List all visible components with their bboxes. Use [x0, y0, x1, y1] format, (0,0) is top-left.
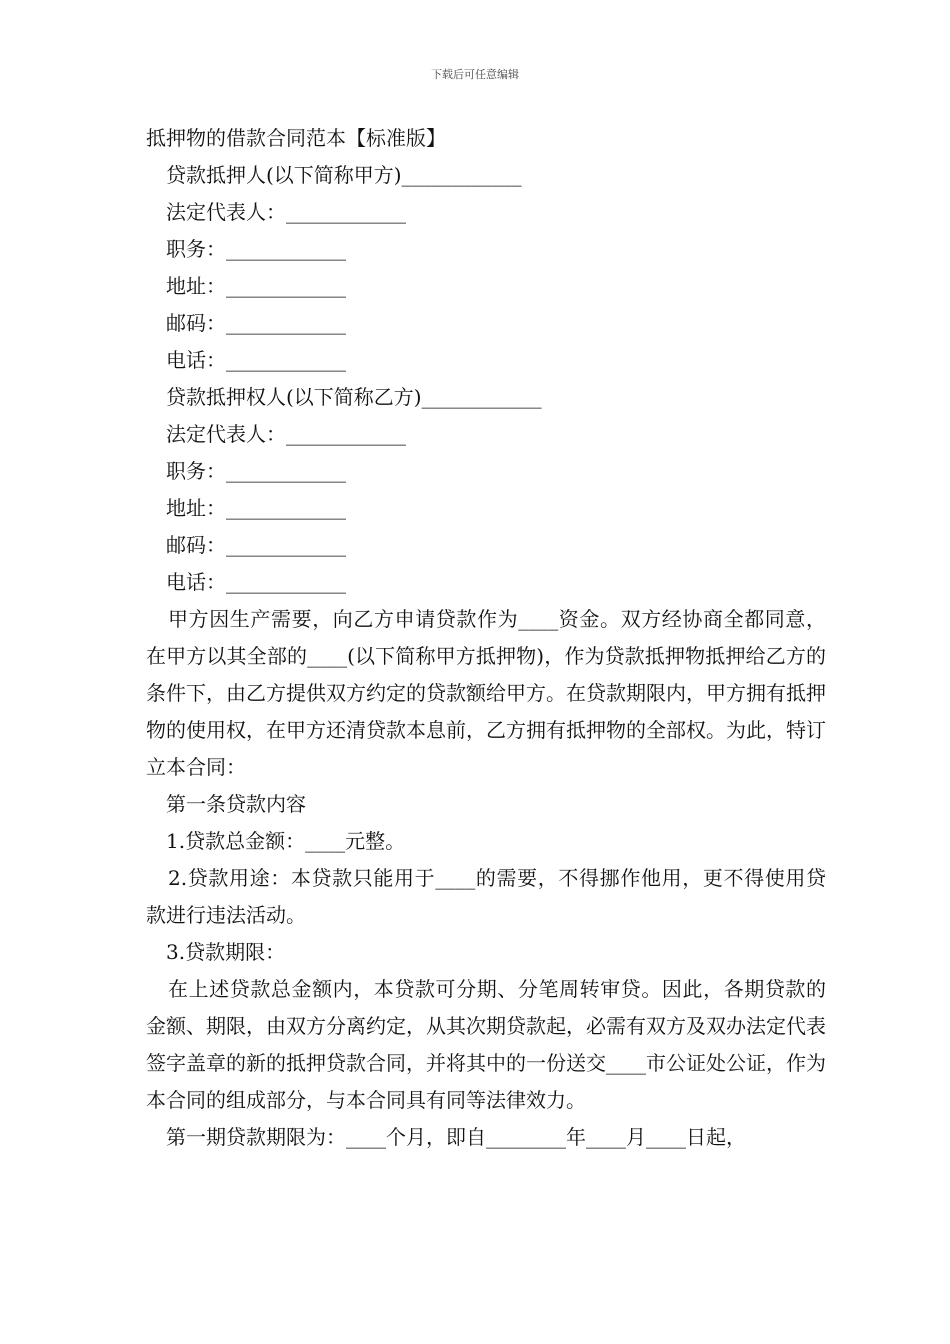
- contract-document: [146, 120, 826, 1156]
- page-header-note: 下载后可任意编辑: [431, 68, 519, 81]
- article1-item1: 1.贷款总金额：____元整。: [166, 829, 406, 853]
- party-b-address: 地址：____________: [166, 496, 346, 520]
- party-b-postcode: 邮码：____________: [166, 533, 346, 557]
- article1-period1: 第一期贷款期限为：____个月，即自________年____月____日起，: [166, 1125, 746, 1149]
- article1-item2-paragraph: [146, 860, 826, 934]
- party-b-representative: 法定代表人：____________: [166, 422, 406, 446]
- party-b-phone: 电话：____________: [166, 570, 346, 594]
- party-b-heading: 贷款抵押权人(以下简称乙方)____________: [166, 385, 542, 409]
- party-b-position: 职务：____________: [166, 459, 346, 483]
- party-a-position: 职务：____________: [166, 237, 346, 261]
- preamble-text: 甲方因生产需要，向乙方申请贷款作为____资金。双方经协商全都同意，在甲方以其全部的____(以下简称甲方抵押物)，作为贷款抵押物抵押给乙方的条件下，由乙方提供双方约定的贷款额给甲方。在贷款期限内，甲方拥有抵押物的使用权，在甲方还清贷款本息前，乙方拥有抵押物的全部权。为此，特订立本合同：: [146, 607, 826, 779]
- article1-heading: 第一条贷款内容: [166, 792, 306, 816]
- party-a-representative: 法定代表人：____________: [166, 200, 406, 224]
- document-title: 抵押物的借款合同范本【标准版】: [146, 126, 446, 150]
- preamble-paragraph: [146, 601, 826, 786]
- party-a-postcode: 邮码：____________: [166, 311, 346, 335]
- party-a-address: 地址：____________: [166, 274, 346, 298]
- article1-item2: 2.贷款用途：本贷款只能用于____的需要，不得挪作他用，更不得使用贷款进行违法活动。: [146, 866, 826, 927]
- article1-item3-paragraph: [146, 971, 826, 1119]
- party-a-phone: 电话：____________: [166, 348, 346, 372]
- article1-item3: 3.贷款期限：: [166, 940, 286, 964]
- article1-item3-text: 在上述贷款总金额内，本贷款可分期、分笔周转审贷。因此，各期贷款的金额、期限，由双方分离约定，从其次期贷款起，必需有双方及双办法定代表签字盖章的新的抵押贷款合同，并将其中的一份送交____市公证处公证，作为本合同的组成部分，与本合同具有同等法律效力。: [146, 977, 826, 1112]
- party-a-heading: 贷款抵押人(以下简称甲方)____________: [166, 163, 522, 187]
